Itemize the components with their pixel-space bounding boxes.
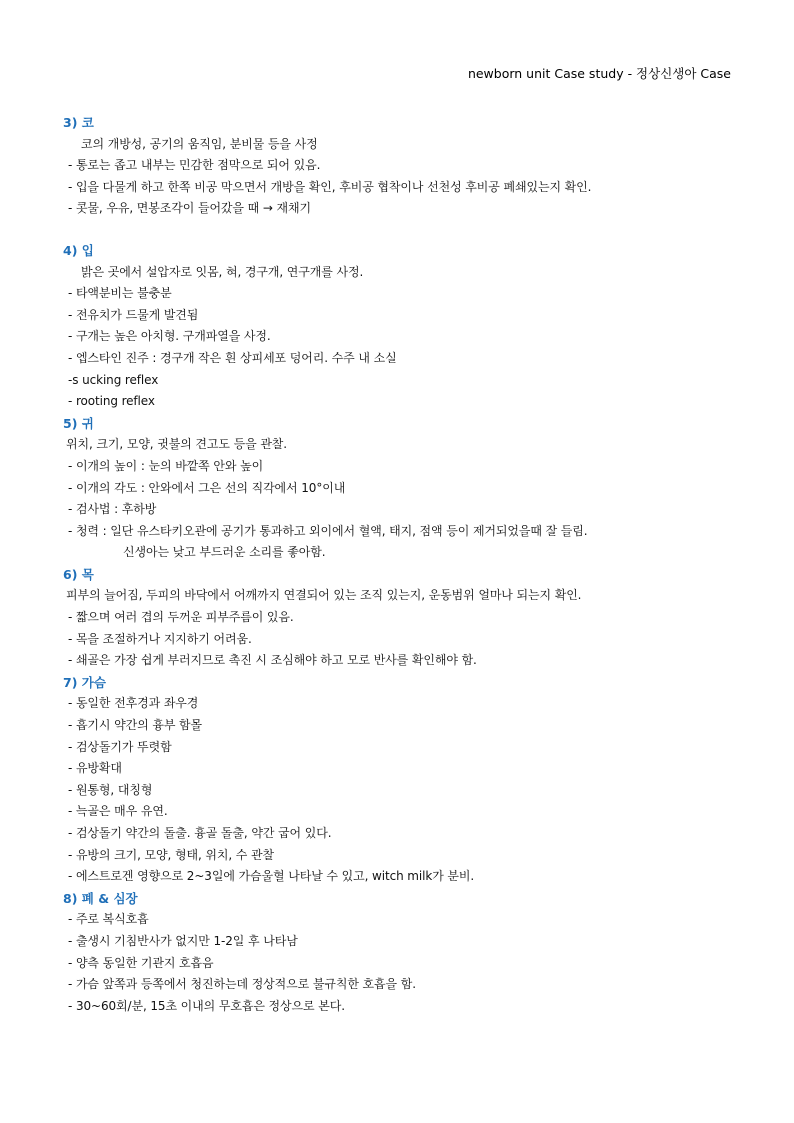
section-mouth (63, 240, 743, 413)
list-item: - 검상돌기 약간의 돌출. 흉골 돌출, 약간 굽어 있다. (68, 826, 332, 840)
list-item: - rooting reflex (68, 394, 155, 409)
list-item: - 타액분비는 불충분 (68, 286, 172, 301)
section-nose (63, 112, 743, 220)
section-title-mouth: 4) 입 (63, 242, 94, 258)
list-item: - 동일한 전후경과 좌우경 (68, 696, 199, 711)
section-title-nose: 3) 코 (63, 115, 94, 130)
list-item: - 원통형, 대칭형 (68, 782, 153, 797)
section-title-neck: 6) 목 (63, 566, 94, 582)
list-item: - 양측 동일한 기관지 호흡음 (68, 955, 214, 970)
list-item: - 유방의 크기, 모양, 형태, 위치, 수 관찰 (68, 847, 274, 862)
list-item: - 출생시 기침반사가 없지만 1-2일 후 나타남 (68, 933, 298, 948)
list-item: - 30~60회/분, 15초 이내의 무호흡은 정상으로 본다. (68, 998, 345, 1013)
list-item: - 늑골은 매우 유연. (68, 804, 168, 819)
page-header-title: newborn unit Case study - 정상신생아 Case (467, 66, 731, 81)
list-item: - 검상돌기가 뚜렷함 (68, 739, 172, 754)
section-intro-neck: 피부의 늘어짐, 두피의 바닥에서 어깨까지 연결되어 있는 조직 있는지, 운동범위 얼마나 되는지 확인. (66, 588, 582, 603)
section-intro-ear: 위치, 크기, 모양, 귓불의 견고도 등을 관찰. (66, 437, 288, 452)
section-lung-heart (63, 888, 743, 1018)
list-item: - 짧으며 여러 겹의 두꺼운 피부주름이 있음. (68, 610, 294, 625)
list-item: - 엡스타인 진주 : 경구개 작은 흰 상피세포 덩어리. 수주 내 소실 (68, 350, 397, 365)
section-intro-mouth: 밝은 곳에서 설압자로 잇몸, 혀, 경구개, 연구개를 사정. (81, 264, 364, 279)
list-item: - 목을 조절하거나 지지하기 어려움. (68, 631, 252, 646)
section-neck (63, 564, 743, 672)
list-item: - 구개는 높은 아치형. 구개파열을 사정. (68, 329, 271, 344)
list-item: - 가슴 앞쪽과 등쪽에서 청진하는데 정상적으로 불규칙한 호흡을 함. (68, 977, 416, 992)
list-item: - 흡기시 약간의 흉부 함몰 (68, 718, 203, 733)
list-item: - 전유치가 드물게 발견됨 (68, 307, 199, 322)
list-item: - 청력 : 일단 유스타키오관에 공기가 통과하고 외이에서 혈액, 태지, 점액 등이 제거되었을때 잘 들림. (68, 523, 588, 538)
list-item: - 통로는 좁고 내부는 민감한 점막으로 되어 있음. (68, 158, 321, 173)
list-item: - 쇄골은 가장 쉽게 부러지므로 촉진 시 조심해야 하고 모로 반사를 확인해야 함. (68, 653, 477, 668)
list-item: - 이개의 높이 : 눈의 바깥쪽 안와 높이 (68, 458, 264, 473)
section-title-ear: 5) 귀 (63, 415, 94, 431)
list-item: - 주로 복식호흡 (68, 912, 149, 927)
section-ear (63, 413, 743, 564)
list-item: - 입을 다물게 하고 한쪽 비공 막으면서 개방을 확인, 후비공 협착이나 선천성 후비공 폐쇄있는지 확인. (68, 179, 592, 194)
document-body (63, 112, 743, 1017)
section-title-chest: 7) 가슴 (63, 674, 106, 690)
list-item: - 에스트로겐 영향으로 2~3일에 가슴울혈 나타날 수 있고, witch milk가 분비. (68, 869, 475, 884)
list-item: - 검사법 : 후하방 (68, 502, 157, 517)
section-chest (63, 672, 743, 888)
list-item-continuation: 신생아는 낮고 부드러운 소리를 좋아함. (123, 545, 326, 560)
list-item: - 이개의 각도 : 안와에서 그은 선의 직각에서 10°이내 (68, 480, 346, 495)
list-item: - 유방확대 (68, 761, 122, 776)
list-item: -s ucking reflex (68, 372, 159, 387)
section-title-lung-heart: 8) 폐 & 심장 (63, 890, 138, 906)
section-intro-nose: 코의 개방성, 공기의 움직임, 분비물 등을 사정 (81, 136, 318, 151)
list-item: - 콧물, 우유, 면봉조각이 들어갔을 때 → 재채기 (68, 201, 311, 216)
